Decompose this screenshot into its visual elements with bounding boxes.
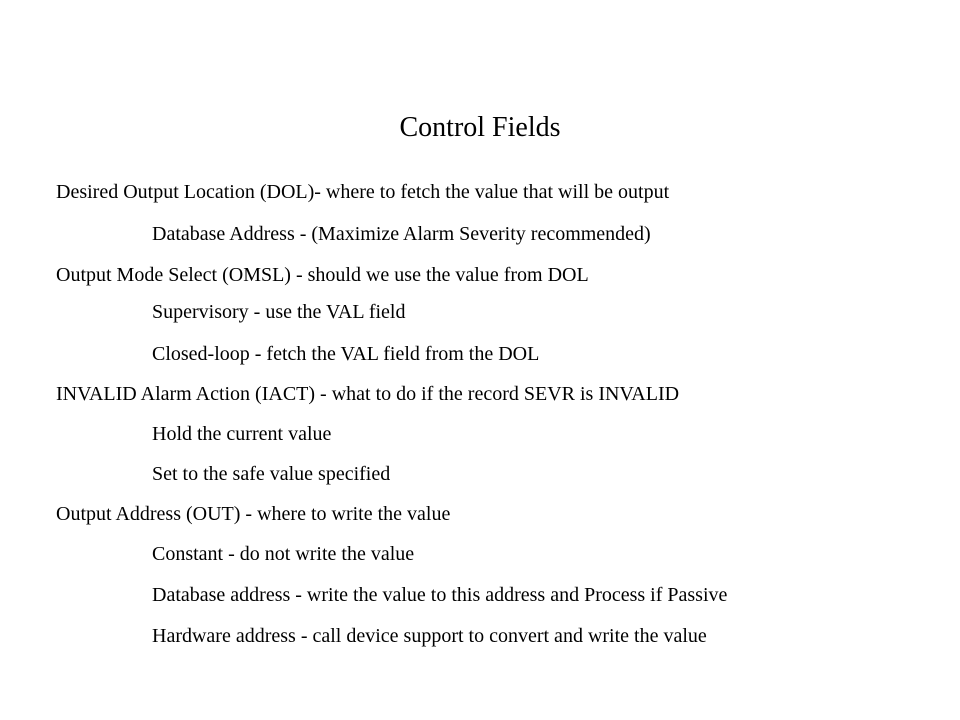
dol-field-line: Desired Output Location (DOL)- where to fetch the value that will be output	[56, 181, 670, 203]
iact-field-line: INVALID Alarm Action (IACT) - what to do if the record SEVR is INVALID	[56, 383, 680, 405]
dol-database-address-line: Database Address - (Maximize Alarm Severity recommended)	[152, 223, 651, 245]
slide-title: Control Fields	[399, 112, 561, 143]
omsl-closed-loop-line: Closed-loop - fetch the VAL field from the DOL	[152, 343, 540, 365]
out-constant-line: Constant - do not write the value	[152, 543, 415, 565]
omsl-supervisory-line: Supervisory - use the VAL field	[152, 301, 406, 323]
omsl-field-line: Output Mode Select (OMSL) - should we use the value from DOL	[56, 264, 589, 286]
out-field-line: Output Address (OUT) - where to write the value	[56, 503, 451, 525]
out-hardware-address-line: Hardware address - call device support to convert and write the value	[152, 625, 707, 647]
iact-hold-value-line: Hold the current value	[152, 423, 332, 445]
out-database-address-line: Database address - write the value to this address and Process if Passive	[152, 584, 728, 606]
iact-safe-value-line: Set to the safe value specified	[152, 463, 391, 485]
